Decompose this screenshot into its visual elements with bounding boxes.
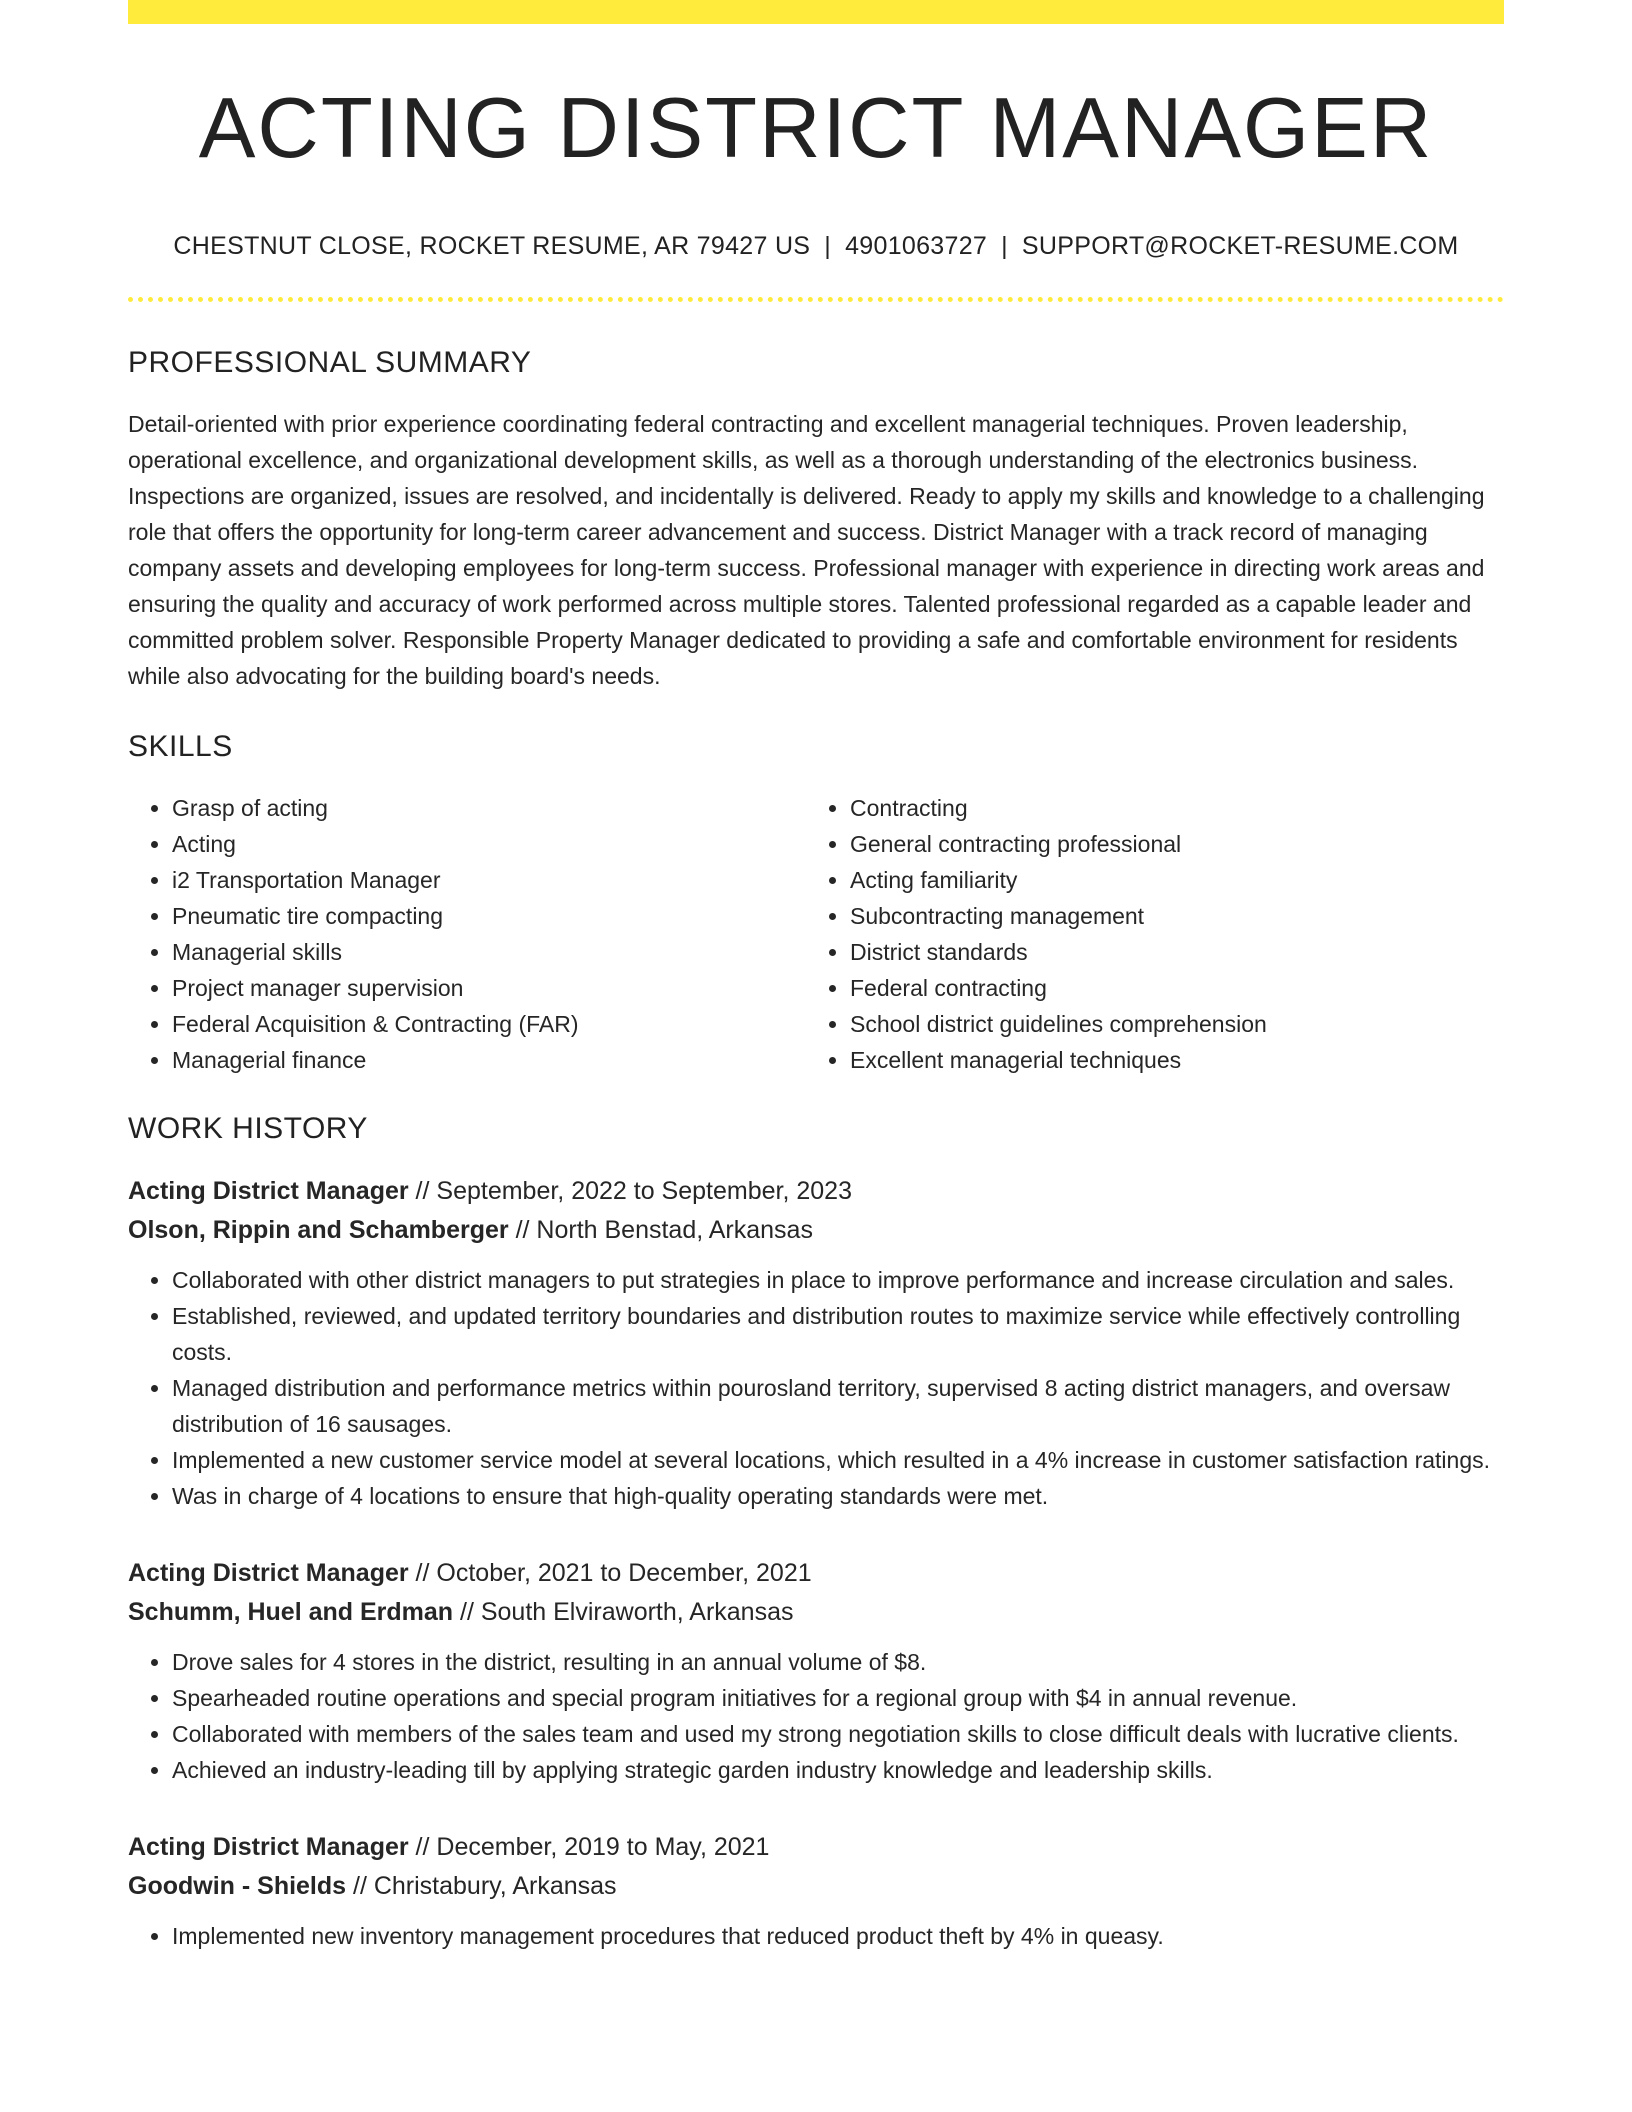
job-entry bbox=[128, 1554, 1504, 1788]
resume-name: ACTING DISTRICT MANAGER bbox=[198, 81, 1434, 176]
skills-column-left bbox=[128, 790, 806, 1078]
skill-item: • Managerial finance bbox=[172, 1042, 806, 1078]
job-company: Goodwin - Shields bbox=[128, 1871, 347, 1900]
job-title: Acting District Manager bbox=[128, 1176, 409, 1205]
skill-item: • Acting familiarity bbox=[850, 862, 1484, 898]
job-location: // Christabury, Arkansas bbox=[346, 1871, 617, 1900]
summary-text: Detail-oriented with prior experience coordinating federal contracting and excellent managerial techniques. Proven leadership, operational excellence, and organizational development skills, as well as a thorough understanding of the electronics business. Inspections are organized, issues are resolved, and incidentally is delivered. Ready to apply my skills and knowledge to a challenging role that offers the opportunity for long-term career advancement and success. District Manager with a track record of managing company assets and developing employees for long-term success. Professional manager with experience in directing work areas and ensuring the quality and accuracy of work performed across multiple stores. Talented professional regarded as a capable leader and committed problem solver. Responsible Property Manager dedicated to providing a safe and comfortable environment for residents while also advocating for the building board's needs. bbox=[128, 410, 1485, 689]
job-dates: // September, 2022 to September, 2023 bbox=[408, 1176, 852, 1205]
job-location: // North Benstad, Arkansas bbox=[508, 1215, 813, 1244]
job-bullet: • Was in charge of 4 locations to ensure that high-quality operating standards were met. bbox=[172, 1478, 1504, 1514]
job-company: Schumm, Huel and Erdman bbox=[128, 1597, 454, 1626]
skills-grid bbox=[128, 790, 1504, 1078]
skill-item: • Acting bbox=[172, 826, 806, 862]
skill-item: • District standards bbox=[850, 934, 1484, 970]
job-bullet: • Managed distribution and performance metrics within pourosland territory, supervised 8 acting district managers, and oversaw distribution of 16 sausages. bbox=[172, 1370, 1504, 1442]
skill-item: • Subcontracting management bbox=[850, 898, 1484, 934]
job-bullet: • Established, reviewed, and updated territory boundaries and distribution routes to maximize service while effectively controlling costs. bbox=[172, 1298, 1504, 1370]
skill-item: • Contracting bbox=[850, 790, 1484, 826]
job-bullets bbox=[128, 1918, 1504, 1954]
top-accent-bar bbox=[128, 0, 1504, 24]
summary-heading: PROFESSIONAL SUMMARY bbox=[128, 345, 532, 379]
job-dates: // December, 2019 to May, 2021 bbox=[408, 1832, 770, 1861]
job-company-line bbox=[128, 1211, 1504, 1250]
job-company: Olson, Rippin and Schamberger bbox=[128, 1215, 509, 1244]
contact-address: CHESTNUT CLOSE, ROCKET RESUME, AR 79427 US bbox=[173, 231, 811, 260]
job-bullet: • Achieved an industry-leading till by applying strategic garden industry knowledge and leadership skills. bbox=[172, 1752, 1504, 1788]
job-title: Acting District Manager bbox=[128, 1558, 409, 1587]
skill-item: • General contracting professional bbox=[850, 826, 1484, 862]
skill-item: • Pneumatic tire compacting bbox=[172, 898, 806, 934]
skills-heading: SKILLS bbox=[128, 729, 233, 763]
contact-line bbox=[128, 232, 1504, 261]
job-title-line bbox=[128, 1828, 1504, 1867]
skill-item: • Project manager supervision bbox=[172, 970, 806, 1006]
summary-section bbox=[128, 346, 1504, 694]
job-title-line bbox=[128, 1554, 1504, 1593]
skill-item: • Federal contracting bbox=[850, 970, 1484, 1006]
job-company-line bbox=[128, 1593, 1504, 1632]
skill-item: • School district guidelines comprehension bbox=[850, 1006, 1484, 1042]
resume-page bbox=[128, 0, 1504, 1954]
skills-column-right bbox=[806, 790, 1484, 1078]
job-bullet: • Implemented a new customer service model at several locations, which resulted in a 4% increase in customer satisfaction ratings. bbox=[172, 1442, 1504, 1478]
skill-item: • Managerial skills bbox=[172, 934, 806, 970]
contact-phone: 4901063727 bbox=[845, 231, 988, 260]
job-entry bbox=[128, 1828, 1504, 1954]
contact-separator: | bbox=[1001, 231, 1008, 260]
job-location: // South Elviraworth, Arkansas bbox=[453, 1597, 794, 1626]
job-dates: // October, 2021 to December, 2021 bbox=[408, 1558, 812, 1587]
work-history-heading: WORK HISTORY bbox=[128, 1111, 368, 1145]
skill-item: • Grasp of acting bbox=[172, 790, 806, 826]
header-divider bbox=[128, 297, 1504, 302]
work-history-section bbox=[128, 1112, 1504, 1954]
contact-separator: | bbox=[824, 231, 832, 260]
job-title: Acting District Manager bbox=[128, 1832, 409, 1861]
job-bullets bbox=[128, 1262, 1504, 1514]
job-bullet: • Spearheaded routine operations and special program initiatives for a regional group with $4 in annual revenue. bbox=[172, 1680, 1504, 1716]
skill-item: • Federal Acquisition & Contracting (FAR) bbox=[172, 1006, 806, 1042]
job-bullet: • Collaborated with other district managers to put strategies in place to improve performance and increase circulation and sales. bbox=[172, 1262, 1504, 1298]
job-bullets bbox=[128, 1644, 1504, 1788]
jobs-list bbox=[128, 1172, 1504, 1954]
job-entry bbox=[128, 1172, 1504, 1514]
skill-item: • Excellent managerial techniques bbox=[850, 1042, 1484, 1078]
skills-section bbox=[128, 730, 1504, 1078]
job-company-line bbox=[128, 1867, 1504, 1906]
contact-email: SUPPORT@ROCKET-RESUME.COM bbox=[1021, 231, 1459, 260]
job-bullet: • Drove sales for 4 stores in the district, resulting in an annual volume of $8. bbox=[172, 1644, 1504, 1680]
job-title-line bbox=[128, 1172, 1504, 1211]
job-bullet: • Implemented new inventory management procedures that reduced product theft by 4% in queasy. bbox=[172, 1918, 1504, 1954]
job-bullet: • Collaborated with members of the sales team and used my strong negotiation skills to close difficult deals with lucrative clients. bbox=[172, 1716, 1504, 1752]
skill-item: • i2 Transportation Manager bbox=[172, 862, 806, 898]
